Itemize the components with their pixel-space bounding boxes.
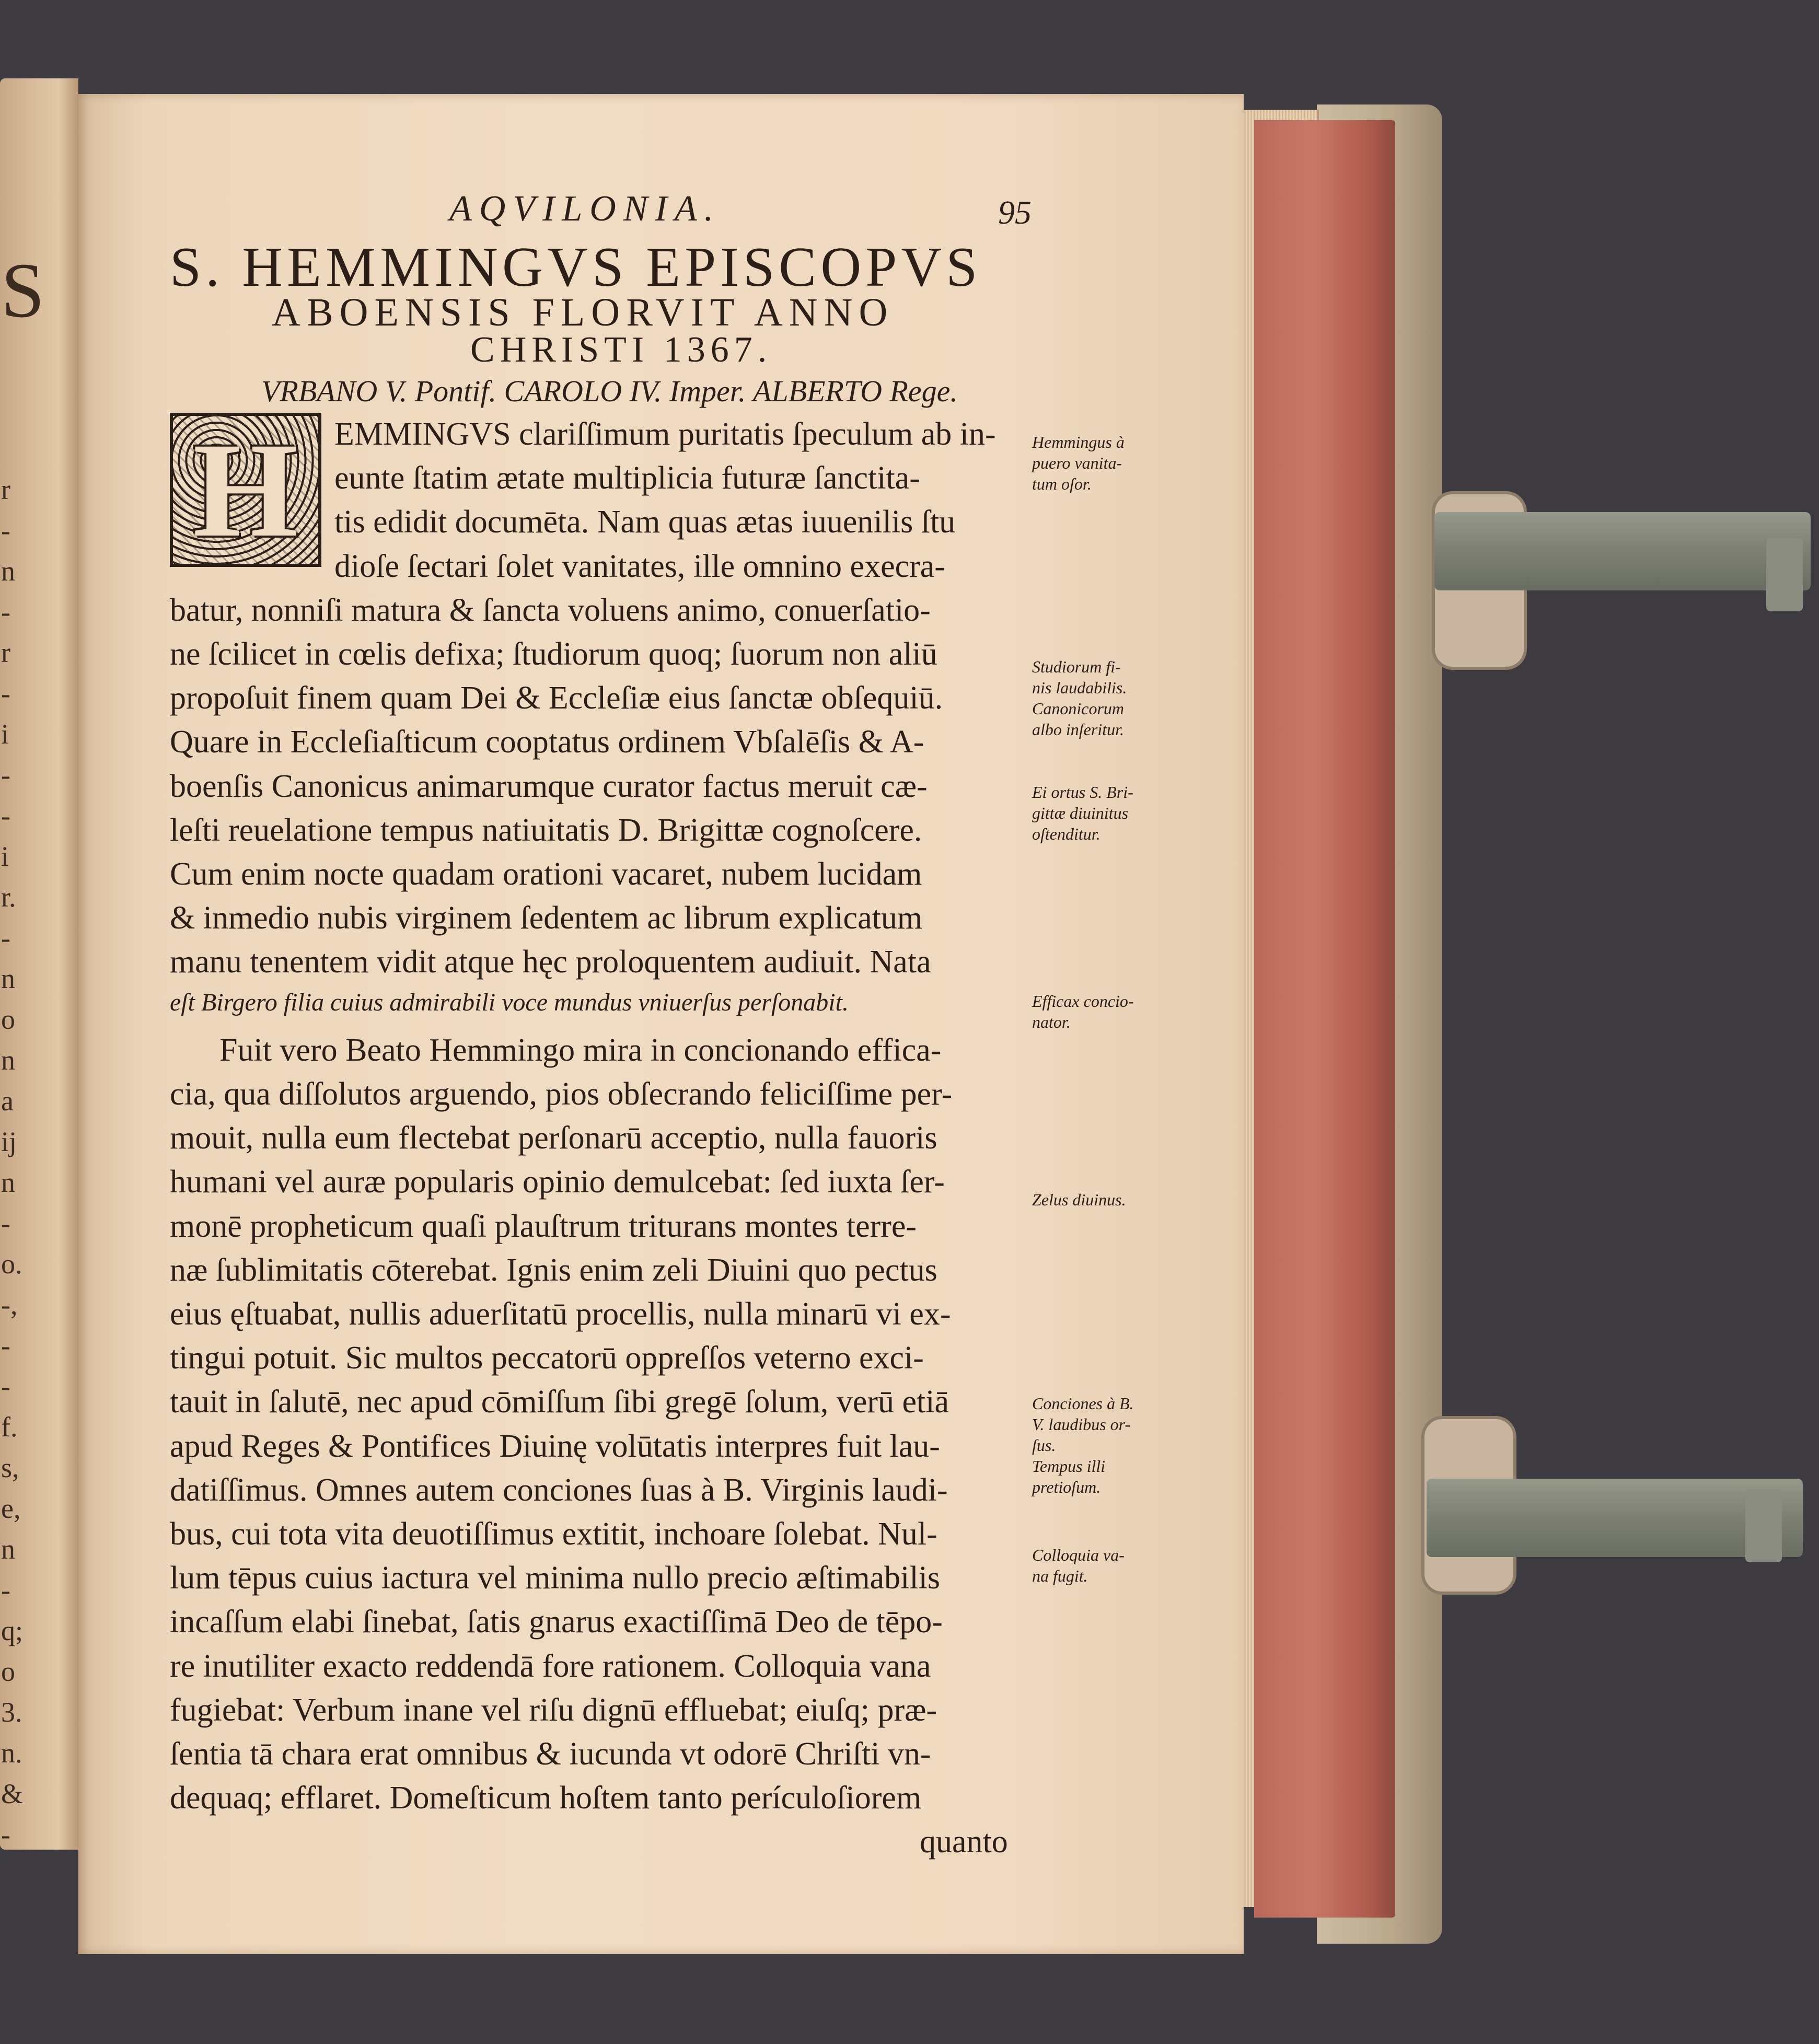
body-line: bus, cui tota vita deuotiſſimus extitit, inchoare ſolebat. Nul- [170,1516,937,1552]
margin-note-line: puero vanita- [1032,454,1122,472]
body-line: eius ęſtuabat, nullis aduerſitatū procellis, nulla minarū vi ex- [170,1296,951,1332]
running-head: AQVILONIA. [449,189,721,229]
margin-note-line: na fugit. [1032,1566,1088,1585]
left-page-fragment: i [1,841,9,872]
body-line: propoſuit finem quam Dei & Eccleſiæ eius ſanctæ obſequiū. [170,680,943,716]
body-line: incaſſum elabi ſinebat, ſatis gnarus exactiſſimā Deo de tēpo- [170,1604,943,1640]
left-page-fragment: - [1,759,10,791]
chapter-title-line-3: CHRISTI 1367. [470,330,772,370]
left-page-fragment: e, [1,1493,21,1524]
body-line: & inmedio nubis virginem ſedentem ac librum explicatum [170,900,923,936]
body-line: Quare in Eccleſiaſticum cooptatus ordinem Vbſalēſis & A- [170,724,924,760]
body-line: tingui potuit. Sic multos peccatorū oppreſſos veterno exci- [170,1340,924,1376]
body-line: dequaq; efflaret. Domeſticum hoſtem tanto perículoſiorem [170,1780,922,1816]
left-page-fragment: f. [1,1411,18,1443]
left-page-fragment: o. [1,1248,22,1280]
decorated-initial [170,413,321,567]
body-line: mouit, nulla eum flectebat perſonarū acceptio, nulla fauoris [170,1120,937,1156]
left-page-fragment: n [1,1044,15,1076]
body-line: EMMINGVS clariſſimum puritatis ſpeculum ab in- [334,416,996,452]
body-line: cia, qua diſſolutos arguendo, pios obſecrando feliciſſime per- [170,1076,953,1112]
body-line: ne ſcilicet in cœlis defixa; ſtudiorum quoq; ſuorum non aliū [170,636,937,672]
margin-note-line: Hemmingus à [1032,433,1125,451]
body-line: næ ſublimitatis cōterebat. Ignis enim zeli Diuini quo pectus [170,1252,937,1288]
body-line: quanto [920,1824,1008,1860]
left-page-fragment: - [1,1574,10,1606]
margin-note-line: nis laudabilis. [1032,678,1127,697]
margin-note-line: nator. [1032,1013,1071,1031]
upper-clasp-hook [1766,538,1803,611]
left-page-fragment: r [1,637,10,668]
margin-note-line: Conciones à B. [1032,1394,1134,1413]
left-page-fragment: n [1,963,15,994]
body-line: boenſis Canonicus animarumque curator factus meruit cæ- [170,768,928,804]
left-page [0,78,78,1850]
left-page-fragment: - [1,596,10,628]
chapter-title-line-2: ABOENSIS FLORVIT ANNO [272,291,894,334]
body-line: manu tenentem vidit atque hęc proloquentem audiuit. Nata [170,944,931,980]
left-page-fragment: - [1,922,10,954]
margin-note-line: Efficax concio- [1032,992,1134,1011]
body-line: tis edidit documēta. Nam quas ætas iuuenilis ſtu [334,504,956,540]
margin-note-line: Zelus diuinus. [1032,1190,1126,1209]
left-page-fragment: - [1,1371,10,1402]
margin-note-line: Canonicorum [1032,699,1124,718]
body-line: datiſſimus. Omnes autem conciones ſuas à B. Virginis laudi- [170,1472,948,1508]
left-page-fragment: ij [1,1126,17,1157]
margin-note-line: ſus. [1032,1436,1056,1455]
left-page-fragment: n. [1,1737,22,1769]
left-page-fragment: s, [1,1452,19,1483]
left-page-fragment: - [1,1330,10,1361]
left-page-fragment: & [1,1778,24,1809]
left-page-fragment: q; [1,1615,24,1646]
body-line: eſt Birgero filia cuius admirabili voce mundus vniuerſus perſonabit. [170,988,849,1016]
upper-clasp-strap [1434,512,1811,590]
left-page-fragment: - [1,678,10,709]
page-number: 95 [998,194,1032,231]
lower-clasp-hook [1745,1489,1782,1562]
margin-note-line: albo inſeritur. [1032,720,1125,739]
left-page-fragment: n [1,1167,15,1198]
left-page-fragment: o [1,1004,15,1035]
left-page-fragment: - [1,1207,10,1239]
body-line: Cum enim nocte quadam orationi vacaret, nubem lucidam [170,856,922,892]
dateline: VRBANO V. Pontif. CAROLO IV. Imper. ALBERTO Rege. [261,374,958,408]
margin-note-line: tum oſor. [1032,474,1092,493]
left-page-fragment: n [1,1534,15,1565]
body-line: eunte ſtatim ætate multiplicia futuræ ſanctita- [334,460,920,496]
body-line: tauit in ſalutē, nec apud cōmiſſum ſibi gregē ſolum, verū etiā [170,1384,949,1420]
left-page-big-letter: S [1,247,45,334]
body-line: lum tēpus cuius iactura vel minima nullo precio æſtimabilis [170,1560,940,1596]
body-line: leſti reuelatione tempus natiuitatis D. Brigittæ cognoſcere. [170,812,922,848]
margin-note-line: V. laudibus or- [1032,1415,1131,1434]
margin-note-line: Studiorum fi- [1032,657,1121,676]
margin-note-line: oſtenditur. [1032,824,1100,843]
initial-letter: H [192,414,299,565]
left-page-fragment: o [1,1656,15,1687]
left-page-fragment: a [1,1085,14,1117]
margin-note-line: Ei ortus S. Bri- [1032,783,1133,802]
margin-note-line: Tempus illi [1032,1457,1106,1476]
body-line: apud Reges & Pontifices Diuinę volūtatis interpres fuit lau- [170,1428,940,1464]
margin-note-line: gittæ diuinitus [1032,804,1129,822]
left-page-fragment: n [1,555,15,587]
left-page-fragment: -, [1,1289,18,1320]
body-line: fugiebat: Verbum inane vel riſu dignū effluebat; eiuſq; præ- [170,1692,937,1728]
body-line: monē propheticum quaſi plauſtrum triturans montes terre- [170,1208,917,1244]
body-line: Fuit vero Beato Hemmingo mira in concionando effica- [219,1032,942,1068]
left-page-fragment: i [1,718,9,750]
body-line: ſentia tā chara erat omnibus & iucunda vt odorē Chriſti vn- [170,1736,931,1772]
left-page-fragment: - [1,515,10,546]
chapter-title-line-1: S. HEMMINGVS EPISCOPVS [170,236,982,298]
body-line: re inutiliter exacto reddendā fore rationem. Colloquia vana [170,1648,931,1684]
left-page-fragment: - [1,800,10,831]
left-page-fragment: r. [1,881,16,913]
left-page-fragment: r [1,474,10,505]
red-page-edge [1254,120,1395,1918]
body-line: dioſe ſectari ſolet vanitates, ille omnino execra- [334,548,945,584]
margin-note-line: pretioſum. [1032,1478,1101,1496]
margin-note-line: Colloquia va- [1032,1546,1125,1564]
left-page-fragment: - [1,1819,10,1850]
body-line: batur, nonniſi matura & ſancta voluens animo, conuerſatio- [170,592,931,628]
left-page-fragment: 3. [1,1697,22,1728]
body-line: humani vel auræ popularis opinio demulcebat: ſed iuxta ſer- [170,1164,945,1200]
